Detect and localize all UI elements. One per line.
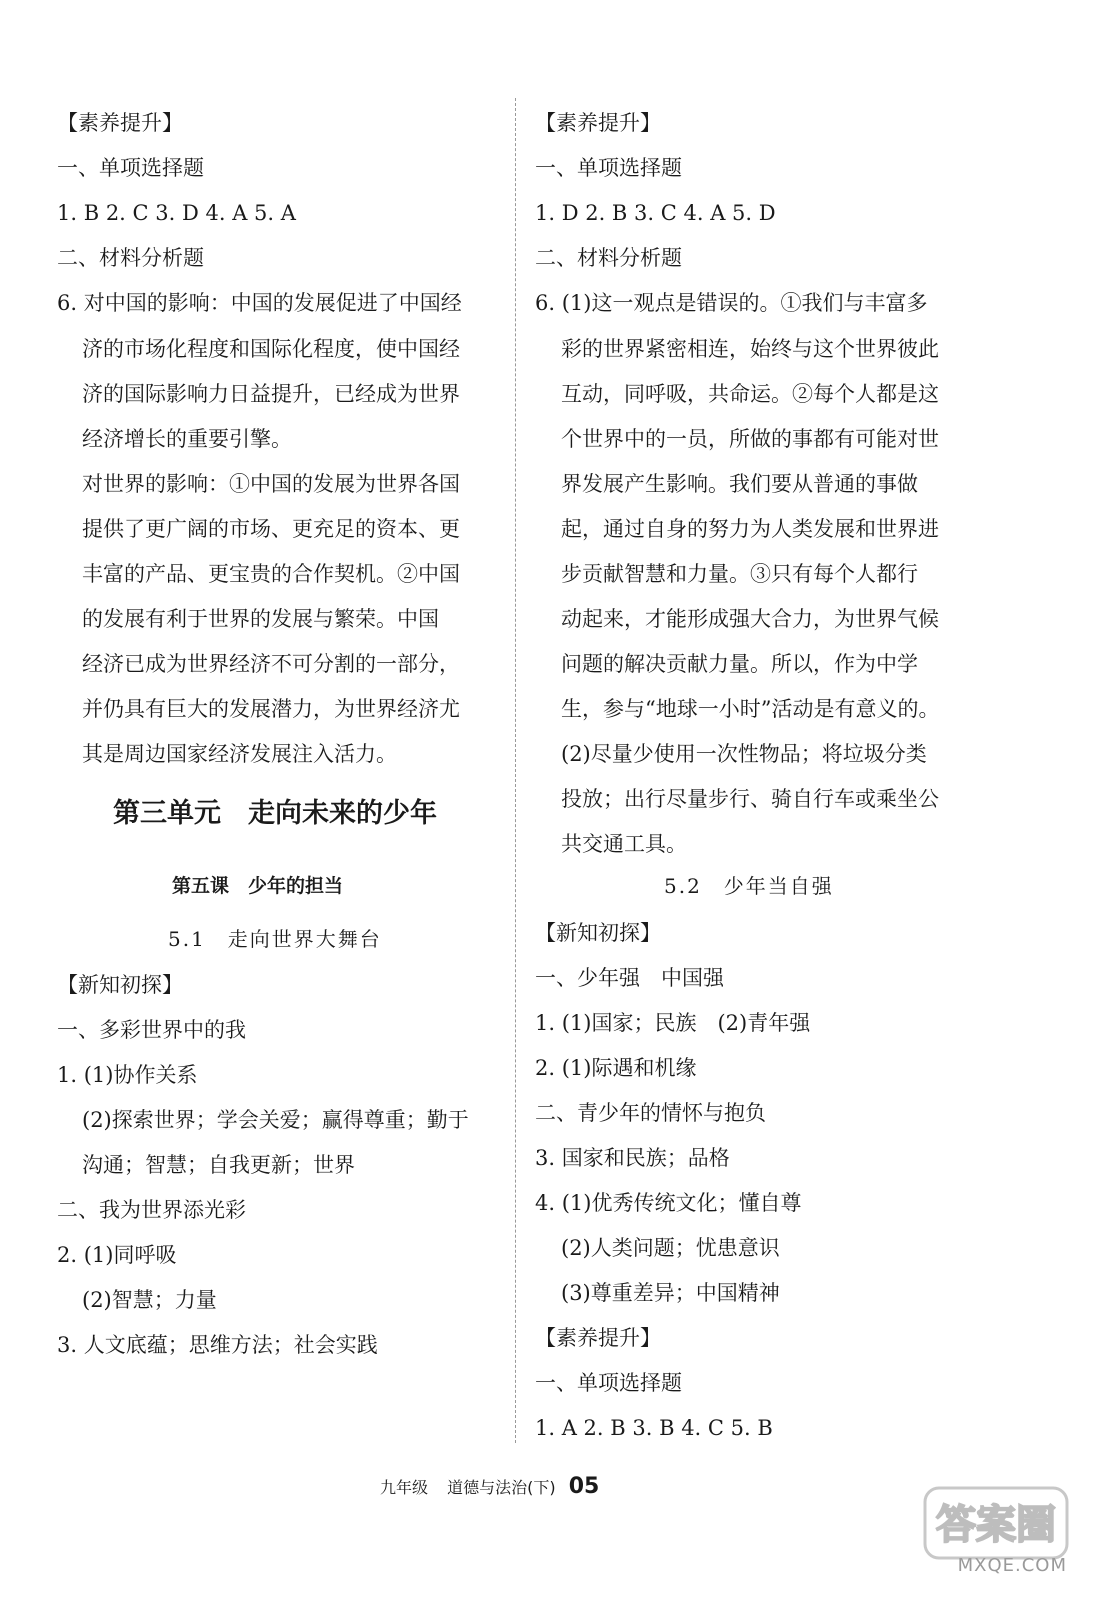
- left-line: 1. (1)协作关系: [57, 1063, 198, 1087]
- left-line: 并仍具有巨大的发展潜力，为世界经济尤: [82, 697, 460, 721]
- column-divider: [515, 98, 516, 1443]
- right-line: 彩的世界紧密相连，始终与这个世界彼此: [561, 337, 939, 361]
- right-line: 【素养提升】: [535, 111, 661, 135]
- left-line: 对世界的影响：①中国的发展为世界各国: [82, 472, 460, 496]
- left-line: 经济增长的重要引擎。: [82, 427, 292, 451]
- right-line: 【素养提升】: [535, 1326, 661, 1350]
- right-line: 共交通工具。: [561, 832, 687, 856]
- left-line: 一、单项选择题: [57, 156, 204, 180]
- watermark-text: MXQE.COM: [957, 1555, 1067, 1576]
- right-line: 起，通过自身的努力为人类发展和世界进: [561, 517, 939, 541]
- right-line: 投放；出行尽量步行、骑自行车或乘坐公: [561, 787, 939, 811]
- lesson-title: 第五课 少年的担当: [172, 875, 344, 897]
- left-line: 其是周边国家经济发展注入活力。: [82, 742, 397, 766]
- footer-grade: 九年级: [380, 1478, 429, 1497]
- left-line: 3. 人文底蕴；思维方法；社会实践: [57, 1333, 378, 1357]
- right-line: (2)尽量少使用一次性物品；将垃圾分类: [561, 742, 927, 766]
- page-number: 05: [568, 1474, 600, 1499]
- left-line: 二、材料分析题: [57, 246, 204, 270]
- left-line: 沟通；智慧；自我更新；世界: [82, 1153, 355, 1177]
- right-line: (2)人类问题；忧患意识: [561, 1236, 780, 1260]
- left-line: 济的市场化程度和国际化程度，使中国经: [82, 337, 460, 361]
- left-line: 【新知初探】: [57, 973, 183, 997]
- right-line: 一、单项选择题: [535, 1371, 682, 1395]
- watermark-logo-text: 答案圈: [936, 1502, 1056, 1548]
- left-line: 【素养提升】: [57, 111, 183, 135]
- right-line: 1. A 2. B 3. B 4. C 5. B: [535, 1416, 773, 1440]
- left-line: 二、我为世界添光彩: [57, 1198, 246, 1222]
- section-title-5-1: 5.1 走向世界大舞台: [168, 927, 382, 951]
- right-line: 步贡献智慧和力量。③只有每个人都行: [561, 562, 918, 586]
- right-line: 一、单项选择题: [535, 156, 682, 180]
- right-line: 1. (1)国家；民族 (2)青年强: [535, 1011, 811, 1035]
- right-line: 2. (1)际遇和机缘: [535, 1056, 697, 1080]
- section-title-5-2: 5.2 少年当自强: [664, 874, 834, 898]
- left-line: (2)智慧；力量: [82, 1288, 217, 1312]
- left-line: 2. (1)同呼吸: [57, 1243, 177, 1267]
- left-line: 的发展有利于世界的发展与繁荣。中国: [82, 607, 439, 631]
- right-line: 1. D 2. B 3. C 4. A 5. D: [535, 201, 776, 225]
- right-line: 个世界中的一员，所做的事都有可能对世: [561, 427, 939, 451]
- page-footer: [380, 1474, 599, 1499]
- right-line: 二、青少年的情怀与抱负: [535, 1101, 766, 1125]
- left-line: 丰富的产品、更宝贵的合作契机。②中国: [82, 562, 460, 586]
- left-line: 提供了更广阔的市场、更充足的资本、更: [82, 517, 460, 541]
- left-line: 济的国际影响力日益提升，已经成为世界: [82, 382, 460, 406]
- right-line: 二、材料分析题: [535, 246, 682, 270]
- right-line: 一、少年强 中国强: [535, 966, 724, 990]
- left-line: 6. 对中国的影响：中国的发展促进了中国经: [57, 291, 462, 315]
- left-line: 一、多彩世界中的我: [57, 1018, 246, 1042]
- right-line: 4. (1)优秀传统文化；懂自尊: [535, 1191, 802, 1215]
- right-line: (3)尊重差异；中国精神: [561, 1281, 780, 1305]
- right-line: 互动，同呼吸，共命运。②每个人都是这: [561, 382, 939, 406]
- right-line: 生，参与“地球一小时”活动是有意义的。: [561, 697, 940, 721]
- left-line: 1. B 2. C 3. D 4. A 5. A: [57, 201, 296, 225]
- right-line: 【新知初探】: [535, 921, 661, 945]
- right-line: 6. (1)这一观点是错误的。①我们与丰富多: [535, 291, 928, 315]
- right-line: 问题的解决贡献力量。所以，作为中学: [561, 652, 918, 676]
- left-line: (2)探索世界；学会关爱；赢得尊重；勤于: [82, 1108, 469, 1132]
- footer-subject: 道德与法治(下): [447, 1478, 556, 1497]
- right-line: 动起来，才能形成强大合力，为世界气候: [561, 607, 939, 631]
- unit-title: 第三单元 走向未来的少年: [113, 798, 437, 829]
- left-line: 经济已成为世界经济不可分割的一部分，: [82, 652, 460, 676]
- right-line: 界发展产生影响。我们要从普通的事做: [561, 472, 918, 496]
- right-line: 3. 国家和民族；品格: [535, 1146, 730, 1170]
